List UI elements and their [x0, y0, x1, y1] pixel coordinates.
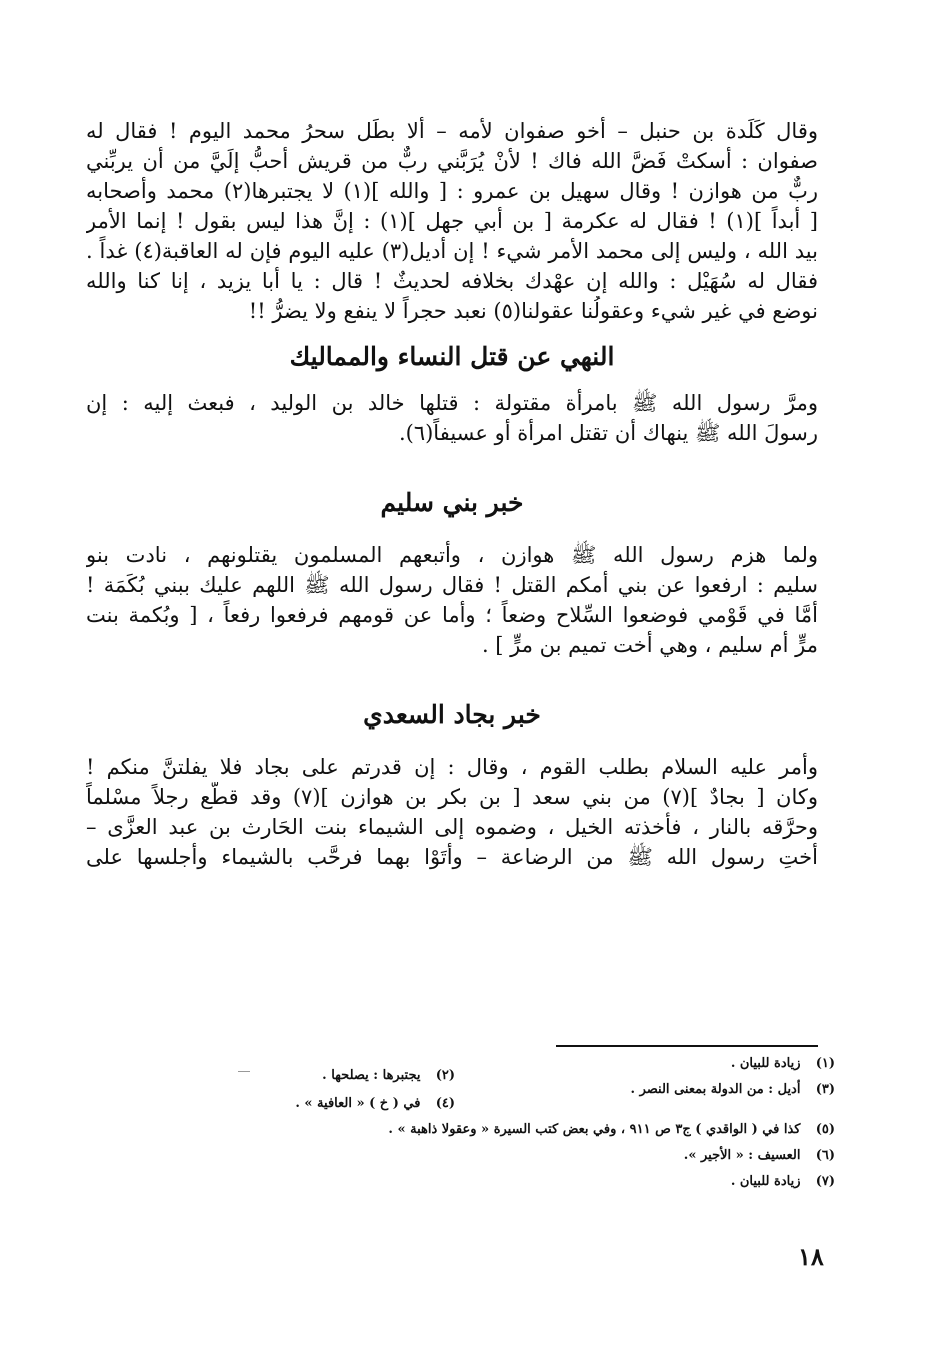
- text-line: وكان [ بجادٌ ](٧) من بني سعد [ بن بكر بن هوازن ](٧) وقد قطَّع رجلاً مسْلماً: [86, 785, 818, 809]
- footnote-number: (٢): [435, 1068, 455, 1083]
- footnote-text: في ( خ ) « العافية » .: [295, 1096, 421, 1111]
- footnote-number: (٣): [815, 1082, 835, 1097]
- footnote-number: (٧): [815, 1174, 835, 1189]
- text-line: ربٌّ من هوازن ! وقال سهيل بن عمرو : [ والله ](١) لا يجتبرها(٢) محمد وأصحابه: [86, 179, 818, 203]
- footnote-number: (٤): [435, 1096, 455, 1111]
- text-line: أمَّا في قَوْمي فوضعوا السِّلاح وضعاً ؛ وأما عن قومهم فرفعوا رفعاً ، [ وبُكمة بنت: [86, 603, 818, 627]
- text-line: فقال له سُهَيْل : والله إن عهْدك بخلافه لحديثٌ ! قال : يا أبا يزيد ، إنا كنا والله: [86, 269, 818, 293]
- text-line: وقال كَلَدة بن حنبل – أخو صفوان لأمه – ألا بطَل سحرُ محمد اليوم ! فقال له: [86, 119, 818, 143]
- divider-dash: [238, 1071, 250, 1072]
- section-heading: خبر بني سليم: [380, 488, 524, 517]
- text-line: وحرَّقه بالنار ، فأخذته الخيل ، وضموه إلى الشيماء بنت الحَارث بن عبد العزَّى –: [86, 815, 818, 839]
- page-number: ١٨: [798, 1242, 824, 1271]
- footnote-3: [631, 1080, 835, 1100]
- footnote-number: (٥): [815, 1122, 835, 1137]
- footnote-number: (٦): [815, 1148, 835, 1163]
- text-line: بيد الله ، وليس إلى محمد الأمر شيء ! إن أديل(٣) عليه اليوم فإن له العاقبة(٤) غداً .: [86, 239, 818, 263]
- text-line: [ أبداً ](١) ! فقال له عكرمة [ بن أبي جهل ](١) : إنَّ هذا ليس بقول ! إنما الأمر: [86, 209, 818, 233]
- footnote-5: [388, 1120, 835, 1140]
- footnote-7: [731, 1172, 835, 1192]
- footnote-text: كذا في ( الواقدي ) ج٣ ص ٩١١ ، وفي بعض كتب السيرة « وعقولا ذاهبة » .: [388, 1122, 801, 1137]
- footnote-divider: [556, 1045, 818, 1047]
- section-heading: النهي عن قتل النساء والمماليك: [289, 342, 615, 371]
- footnote-text: زيادة للبيان .: [730, 1174, 801, 1189]
- footnote-text: يجتبرها : يصلحها .: [322, 1068, 421, 1083]
- text-line: صفوان : أسكتْ فَضَّ الله فاك ! لأنْ يُرَبَّني ربٌّ من قريش أحبُّ إلَيَّ من أن يربِّني: [86, 149, 818, 173]
- text-line: ولما هزم رسول الله ﷺ هوازن ، وأتبعهم المسلمون يقتلونهم ، نادت بنو: [86, 543, 818, 567]
- text-line: نوضع في غير شيء وعقولُنا عقولنا(٥) نعبد حجراً لا ينفع ولا يضرُّ !!: [248, 299, 818, 323]
- footnote-1: [731, 1054, 835, 1074]
- footnote-4: [295, 1094, 455, 1114]
- section-heading: خبر بجاد السعدي: [363, 700, 541, 729]
- text-line: أختِ رسول الله ﷺ من الرضاعة – وأتَوْا بهما فرحَّب بالشيماء وأجلسها على: [86, 845, 818, 869]
- footnote-6: [684, 1146, 835, 1166]
- text-line: وأمر عليه السلام بطلب القوم ، وقال : إن قدرتم على بجاد فلا يفلتنَّ منكم !: [86, 755, 818, 779]
- footnote-text: زيادة للبيان .: [730, 1056, 801, 1071]
- text-line: رسولَ الله ﷺ ينهاك أن تقتل امرأة أو عسيفاً(٦).: [398, 421, 818, 445]
- footnote-text: العسيف : « الأجير ».: [683, 1148, 801, 1163]
- footnote-text: أديل : من الدولة بمعنى النصر .: [630, 1082, 801, 1097]
- text-line: ومرَّ رسول الله ﷺ بامرأة مقتولة : قتلها خالد بن الوليد ، فبعث إليه : إن: [86, 391, 818, 415]
- footnote-number: (١): [815, 1056, 835, 1071]
- text-line: سليم : ارفعوا عن بني أمكم القتل ! فقال رسول الله ﷺ اللهم عليك ببني بُكَمَة !: [86, 573, 818, 597]
- text-line: مرٍّ أم سليم ، وهي أخت تميم بن مرٍّ ] .: [481, 633, 818, 657]
- footnote-2: [322, 1066, 455, 1086]
